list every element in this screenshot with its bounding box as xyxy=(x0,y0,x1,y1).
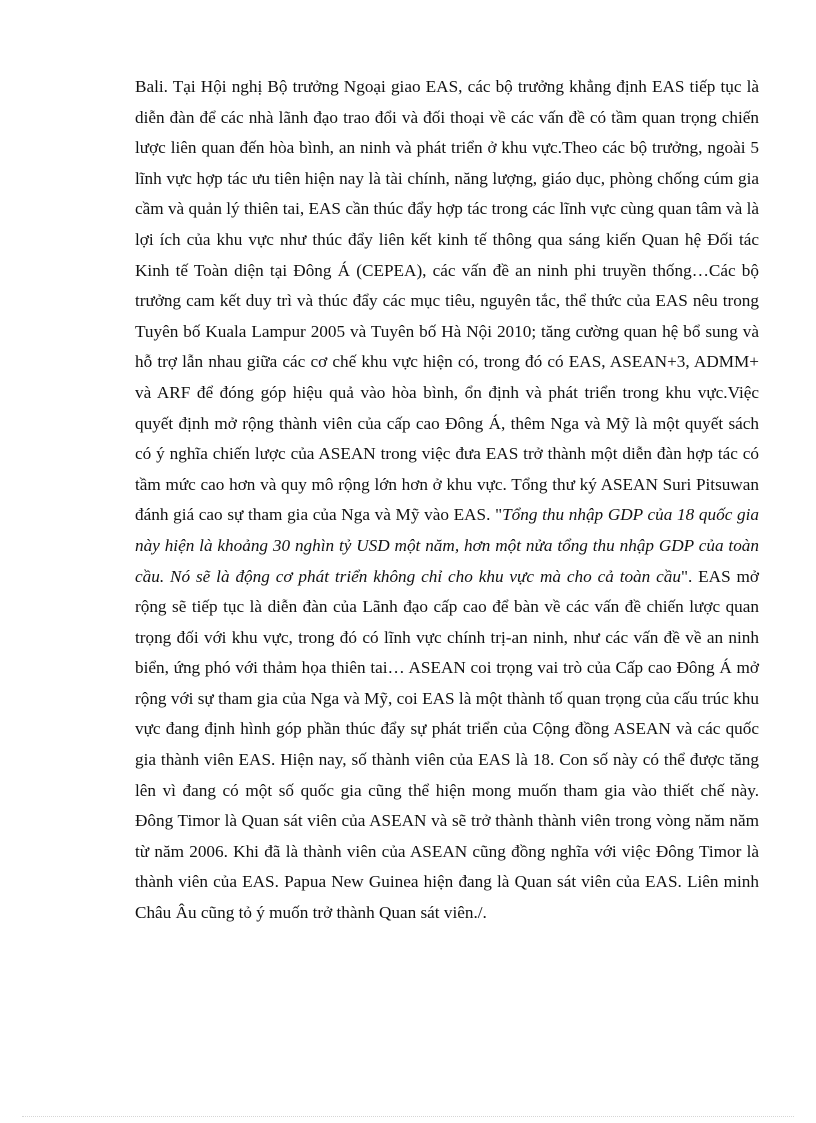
italic-quote: Tổng thu nhập GDP của 18 quốc gia này hiện là khoảng 30 nghìn tỷ USD một năm, hơn một nửa tổng thu nhập GDP của toàn cầu. Nó sẽ là động cơ phát triển không chỉ cho khu vực mà cho cả toàn cầu xyxy=(135,505,759,586)
page-bottom-divider xyxy=(22,1116,794,1117)
body-paragraph xyxy=(135,72,759,929)
paragraph-text-before-quote: Bali. Tại Hội nghị Bộ trưởng Ngoại giao EAS, các bộ trưởng khẳng định EAS tiếp tục là diễn đàn để các nhà lãnh đạo trao đổi và đối thoại về các vấn đề có tầm quan trọng chiến lược liên quan đến hòa bình, an ninh và phát triển ở khu vực.Theo các bộ trưởng, ngoài 5 lĩnh vực hợp tác ưu tiên hiện nay là tài chính, năng lượng, giáo dục, phòng chống cúm gia cầm và quản lý thiên tai, EAS cần thúc đẩy hợp tác trong các lĩnh vực cùng quan tâm và là lợi ích của khu vực như thúc đẩy liên kết kinh tế thông qua sáng kiến Quan hệ Đối tác Kinh tế Toàn diện tại Đông Á (CEPEA), các vấn đề an ninh phi truyền thống…Các bộ trưởng cam kết duy trì và thúc đẩy các mục tiêu, nguyên tắc, thể thức của EAS nêu trong Tuyên bố Kuala Lampur 2005 và Tuyên bố Hà Nội 2010; tăng cường quan hệ bổ sung và hỗ trợ lẫn nhau giữa các cơ chế khu vực hiện có, trong đó có EAS, ASEAN+3, ADMM+ và ARF để đóng góp hiệu quả vào hòa bình, ổn định và phát triển trong khu vực.Việc quyết định mở rộng thành viên của cấp cao Đông Á, thêm Nga và Mỹ là một quyết sách có ý nghĩa chiến lược của ASEAN trong việc đưa EAS trở thành một diễn đàn hợp tác có tầm mức cao hơn và quy mô rộng lớn hơn ở khu vực. Tổng thư ký ASEAN Suri Pitsuwan đánh giá cao sự tham gia của Nga và Mỹ vào EAS. " xyxy=(135,77,759,525)
paragraph-text-after-quote: ". EAS mở rộng sẽ tiếp tục là diễn đàn của Lãnh đạo cấp cao để bàn về các vấn đề chiến lược quan trọng đối với khu vực, trong đó có lĩnh vực chính trị-an ninh, như các vấn đề về an ninh biển, ứng phó với thảm họa thiên tai… ASEAN coi trọng vai trò của Cấp cao Đông Á mở rộng với sự tham gia của Nga và Mỹ, coi EAS là một thành tố quan trọng của cấu trúc khu vực đang định hình góp phần thúc đẩy sự phát triển của Cộng đồng ASEAN và các quốc gia thành viên EAS. Hiện nay, số thành viên của EAS là 18. Con số này có thể được tăng lên vì đang có một số quốc gia cũng thể hiện mong muốn tham gia vào thiết chế này. Đông Timor là Quan sát viên của ASEAN và sẽ trở thành thành viên trong vòng năm năm từ năm 2006. Khi đã là thành viên của ASEAN cũng đồng nghĩa với việc Đông Timor là thành viên của EAS. Papua New Guinea hiện đang là Quan sát viên của EAS. Liên minh Châu Âu cũng tỏ ý muốn trở thành Quan sát viên./. xyxy=(135,566,760,923)
body-text xyxy=(135,72,759,929)
